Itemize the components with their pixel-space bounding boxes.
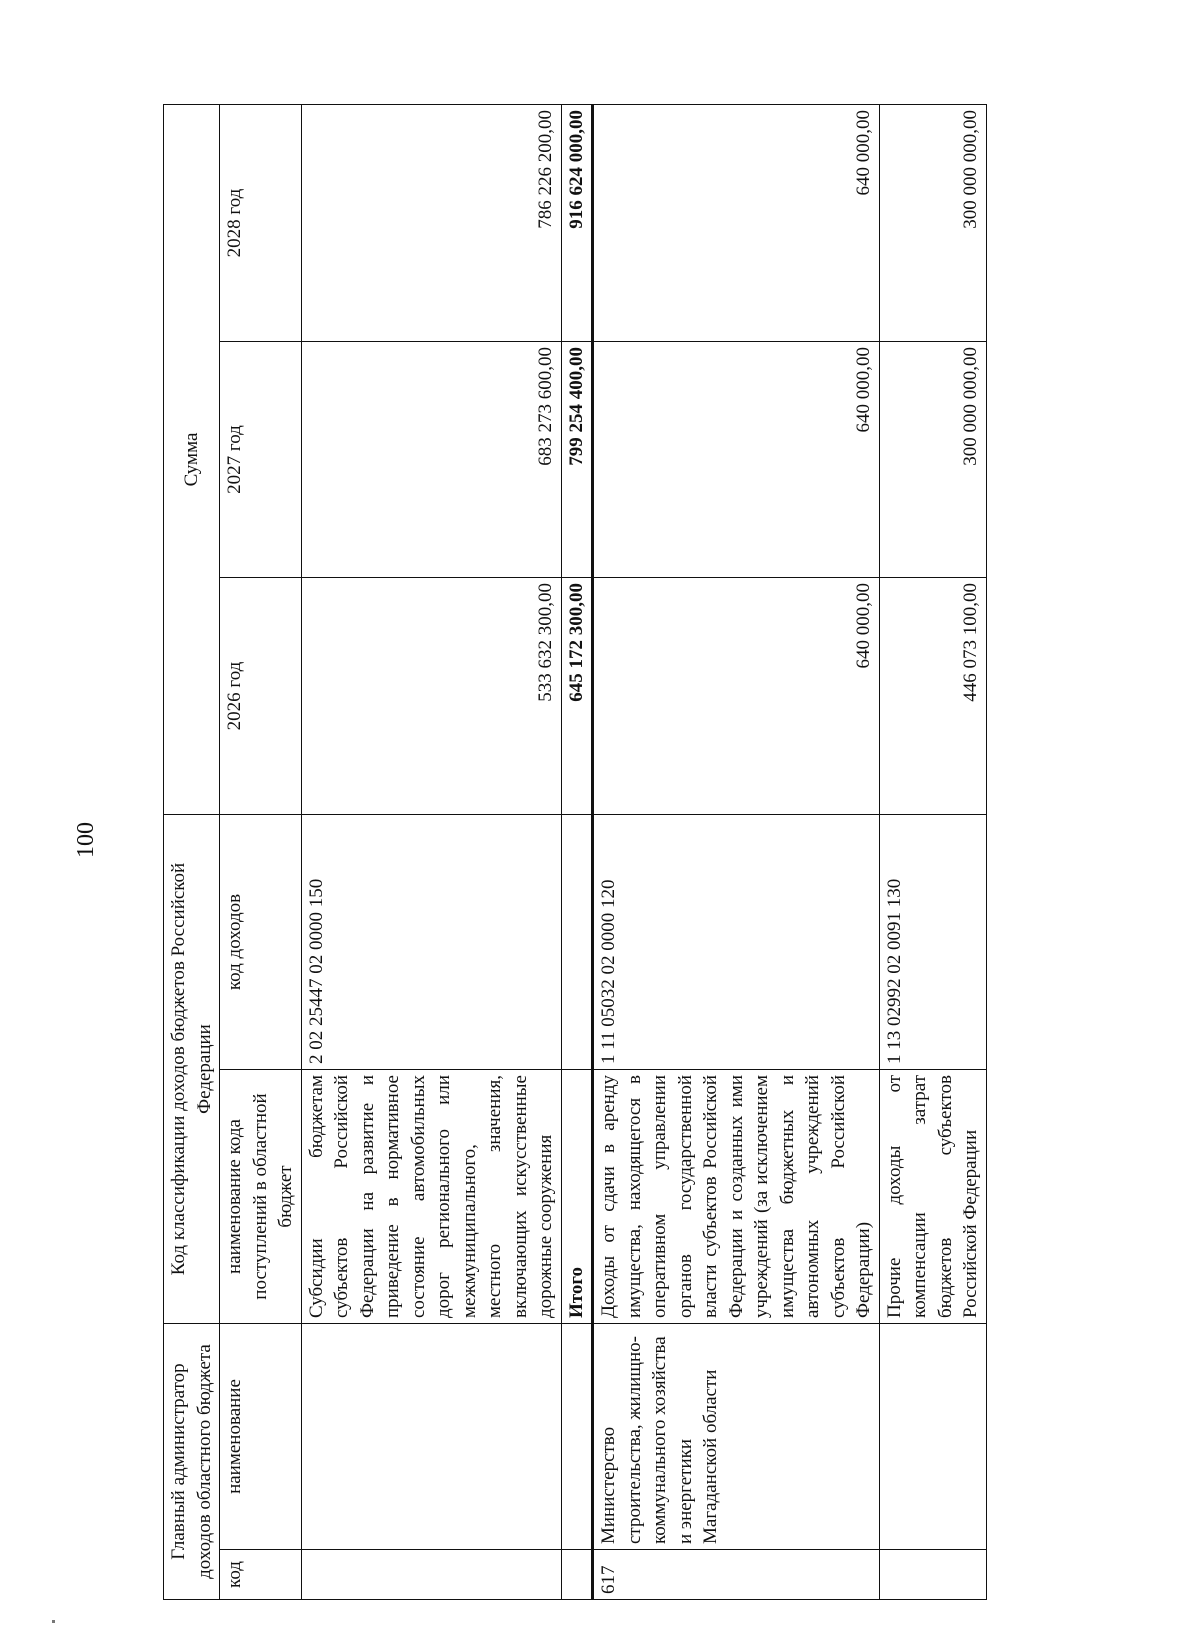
amount-2026-cell: 640 000,00 bbox=[593, 578, 880, 815]
table-row bbox=[879, 104, 986, 1599]
scan-speck bbox=[52, 1620, 55, 1623]
table-row bbox=[301, 104, 561, 1599]
admin-code-cell bbox=[879, 1550, 986, 1600]
total-label-cell: Итого bbox=[561, 1070, 593, 1324]
admin-name-cell bbox=[301, 1324, 561, 1550]
admin-name-cell bbox=[879, 1324, 986, 1550]
amount-2026-cell: 446 073 100,00 bbox=[879, 578, 986, 815]
income-classification-table bbox=[163, 104, 987, 1600]
header-sum-group: Сумма bbox=[164, 104, 220, 814]
amount-2027-cell: 300 000 000,00 bbox=[879, 342, 986, 578]
admin-code-cell: 617 bbox=[593, 1550, 880, 1600]
header-classification-group: Код классификации доходов бюджетов Российской Федерации bbox=[164, 815, 220, 1324]
income-name-cell: Прочие доходы от компенсации затрат бюджетов субъектов Российской Федерации bbox=[879, 1070, 986, 1324]
income-code-cell: 2 02 25447 02 0000 150 bbox=[301, 815, 561, 1070]
admin-code-cell bbox=[561, 1550, 593, 1600]
amount-2028-cell: 786 226 200,00 bbox=[301, 104, 561, 341]
admin-name-cell: Министерство строительства, жилищно-коммунального хозяйства и энергетики Магаданской области bbox=[593, 1324, 880, 1550]
amount-2028-cell: 300 000 000,00 bbox=[879, 104, 986, 341]
table-row-total bbox=[561, 104, 593, 1599]
amount-2027-cell: 640 000,00 bbox=[593, 342, 880, 578]
income-code-cell: 1 11 05032 02 0000 120 bbox=[593, 815, 880, 1070]
total-2027-cell: 799 254 400,00 bbox=[561, 342, 593, 578]
income-code-cell bbox=[561, 815, 593, 1070]
header-admin-group: Главный администратор доходов областного бюджета bbox=[164, 1324, 220, 1600]
amount-2028-cell: 640 000,00 bbox=[593, 104, 880, 341]
total-2028-cell: 916 624 000,00 bbox=[561, 104, 593, 341]
income-name-cell: Субсидии бюджетам субъектов Российской Федерации на развитие и приведение в нормативное состояние автомобильных дорог регионального или межмуниципального, местного значения, включающих искусственные дорожные сооружения bbox=[301, 1070, 561, 1324]
rotated-table-container bbox=[163, 105, 981, 1600]
amount-2027-cell: 683 273 600,00 bbox=[301, 342, 561, 578]
admin-name-cell bbox=[561, 1324, 593, 1550]
header-year-2027: 2027 год bbox=[220, 342, 302, 578]
table-row bbox=[593, 104, 880, 1599]
header-income-code: код доходов bbox=[220, 815, 302, 1070]
amount-2026-cell: 533 632 300,00 bbox=[301, 578, 561, 815]
header-income-name: наименование кода поступлений в областной бюджет bbox=[220, 1070, 302, 1324]
header-admin-name: наименование bbox=[220, 1324, 302, 1550]
header-admin-code: код bbox=[220, 1550, 302, 1600]
admin-code-cell bbox=[301, 1550, 561, 1600]
income-name-cell: Доходы от сдачи в аренду имущества, находящегося в оперативном управлении органов государственной власти субъектов Российской Федерации и созданных ими учреждений (за исключением имущества бюджетных и автономных учреждений субъектов Российской Федерации) bbox=[593, 1070, 880, 1324]
total-2026-cell: 645 172 300,00 bbox=[561, 578, 593, 815]
header-year-2026: 2026 год bbox=[220, 578, 302, 815]
header-year-2028: 2028 год bbox=[220, 104, 302, 341]
page-number: 100 bbox=[73, 822, 99, 858]
income-code-cell: 1 13 02992 02 0091 130 bbox=[879, 815, 986, 1070]
